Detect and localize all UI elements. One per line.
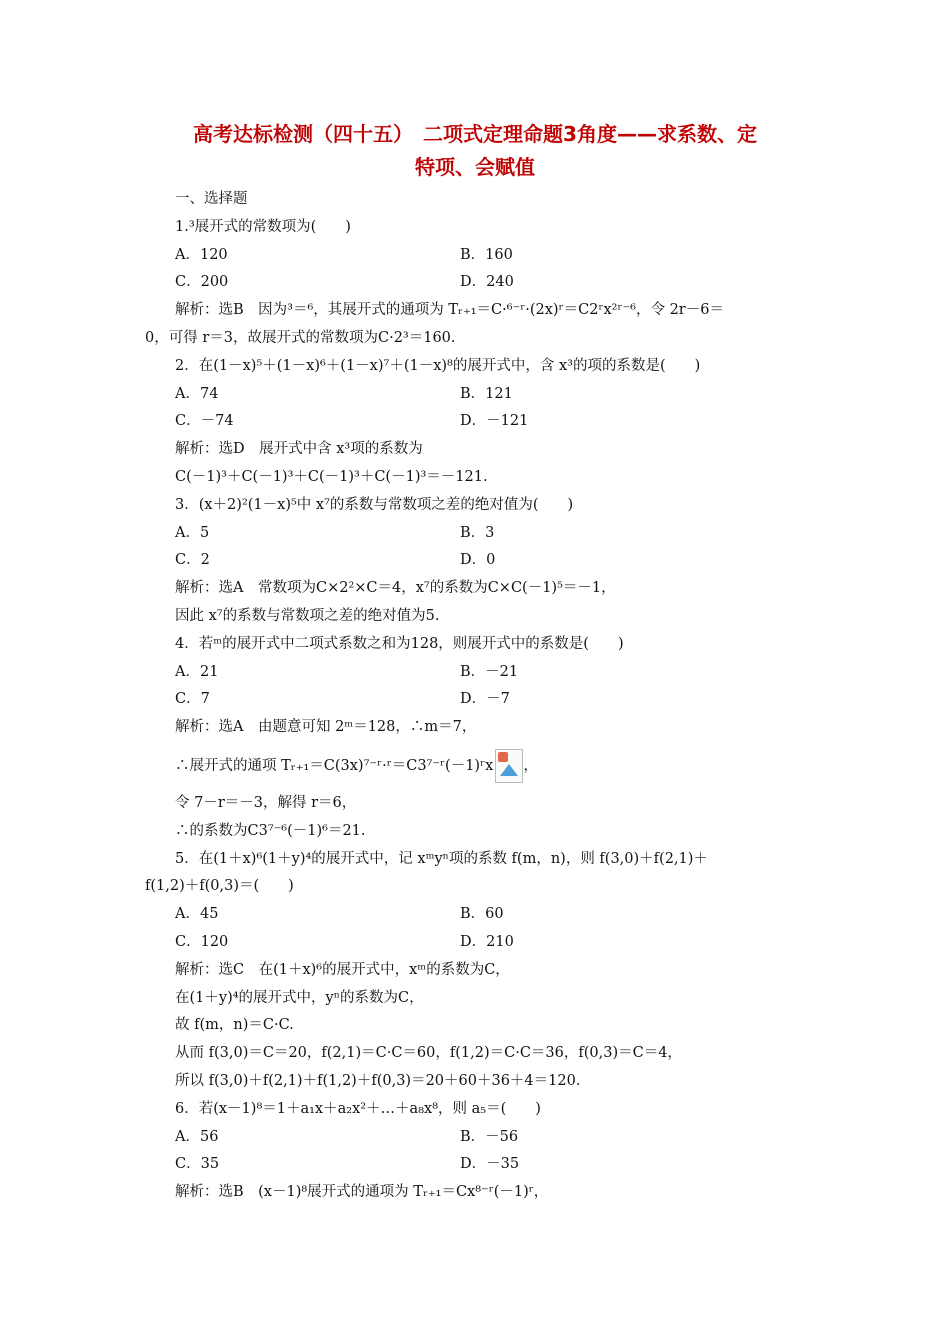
title-line-2: 特项、会赋值 <box>415 155 535 179</box>
answer-options-row <box>145 520 810 548</box>
text-line: 0，可得 r＝3，故展开式的常数项为C·2³＝160. <box>145 329 456 346</box>
option-left: A．74 <box>175 385 219 402</box>
option-left: C．35 <box>175 1156 220 1173</box>
option-left: C．7 <box>175 691 210 708</box>
answer-options-row <box>145 901 810 929</box>
option-right: D．－121 <box>460 413 529 430</box>
option-right: D．240 <box>460 274 514 291</box>
text-line: 1.³展开式的常数项为( ) <box>175 218 351 235</box>
text-line: 解析：选D 展开式中含 x³项的系数为 <box>175 441 423 458</box>
option-right: D．0 <box>460 552 496 569</box>
option-left: A．21 <box>175 663 219 680</box>
text-line: 令 7－r＝－3，解得 r＝6， <box>175 794 357 811</box>
text-line-with-image <box>145 742 810 790</box>
text-line: 在(1＋y)⁴的展开式中，yⁿ的系数为C， <box>175 989 424 1006</box>
text-line: 解析：选A 由题意可知 2ᵐ＝128，∴m＝7， <box>175 719 477 736</box>
text-line: 解析：选C 在(1＋x)⁶的展开式中，xᵐ的系数为C， <box>175 961 510 978</box>
broken-image-icon <box>495 749 523 783</box>
option-right: B．－56 <box>460 1128 519 1145</box>
title-line-1: 高考达标检测（四十五） 二项式定理命题3角度——求系数、定 <box>193 122 757 146</box>
option-left: A．5 <box>175 524 210 541</box>
option-left: C．120 <box>175 933 229 950</box>
answer-options-row <box>145 269 810 297</box>
text-line: 2．在(1－x)⁵＋(1－x)⁶＋(1－x)⁷＋(1－x)⁸的展开式中，含 x³的项的系数是( ) <box>175 357 701 374</box>
option-left: C．200 <box>175 274 229 291</box>
text-line: 因此 x⁷的系数与常数项之差的绝对值为5. <box>175 607 440 624</box>
answer-options-row <box>145 381 810 409</box>
option-right: B．60 <box>460 906 504 923</box>
text-line: 解析：选B 因为³＝⁶，其展开式的通项为 Tᵣ₊₁＝C·⁶⁻ʳ·(2x)ʳ＝C2ʳx²ʳ⁻⁶，令 2r－6＝ <box>175 302 724 319</box>
document-title <box>140 118 810 184</box>
option-right: B．121 <box>460 385 513 402</box>
option-left: A．56 <box>175 1128 219 1145</box>
option-right: D．－35 <box>460 1156 520 1173</box>
text-line: 从而 f(3,0)＝C＝20，f(2,1)＝C·C＝60，f(1,2)＝C·C＝36，f(0,3)＝C＝4， <box>175 1045 682 1062</box>
text-line: ∴展开式的通项 Tᵣ₊₁＝C(3x)⁷⁻ʳ·ʳ＝C3⁷⁻ʳ(－1)ʳx <box>175 757 494 774</box>
option-right: B．－21 <box>460 663 519 680</box>
answer-options-row <box>145 242 810 270</box>
answer-options-row <box>145 659 810 687</box>
option-right: B．160 <box>460 246 513 263</box>
text-line: C(－1)³＋C(－1)³＋C(－1)³＋C(－1)³＝－121. <box>175 468 488 485</box>
option-right: D．－7 <box>460 691 510 708</box>
trailing-punctuation: ， <box>523 757 538 774</box>
option-right: D．210 <box>460 933 514 950</box>
option-right: B．3 <box>460 524 495 541</box>
text-line: 5．在(1＋x)⁶(1＋y)⁴的展开式中，记 xᵐyⁿ项的系数 f(m，n)，则 f(3,0)＋f(2,1)＋ <box>175 850 708 867</box>
answer-options-row <box>145 1124 810 1152</box>
option-left: A．120 <box>175 246 228 263</box>
answer-options-row <box>145 547 810 575</box>
text-line: 解析：选B (x－1)⁸展开式的通项为 Tᵣ₊₁＝Cx⁸⁻ʳ(－1)ʳ， <box>175 1184 549 1201</box>
answer-options-row <box>145 686 810 714</box>
answer-options-row <box>145 408 810 436</box>
answer-options-row <box>145 929 810 957</box>
text-line: 解析：选A 常数项为C×2²×C＝4，x⁷的系数为C×C(－1)⁵＝－1， <box>175 580 616 597</box>
text-line: 故 f(m，n)＝C·C. <box>175 1017 294 1034</box>
text-line: 4．若ᵐ的展开式中二项式系数之和为128，则展开式中的系数是( ) <box>175 635 624 652</box>
text-line: 6．若(x－1)⁸＝1＋a₁x＋a₂x²＋…＋a₈x⁸，则 a₅＝( ) <box>175 1100 541 1117</box>
answer-options-row <box>145 1151 810 1179</box>
text-line: ∴的系数为C3⁷⁻⁶(－1)⁶＝21. <box>175 822 366 839</box>
option-left: A．45 <box>175 906 219 923</box>
text-line: f(1,2)＋f(0,3)＝( ) <box>145 878 294 895</box>
option-left: C．2 <box>175 552 210 569</box>
text-line: 3．(x＋2)²(1－x)⁵中 x⁷的系数与常数项之差的绝对值为( ) <box>175 496 574 513</box>
text-line: 一、选择题 <box>175 191 248 207</box>
text-line: 所以 f(3,0)＋f(2,1)＋f(1,2)＋f(0,3)＝20＋60＋36＋4＝120. <box>175 1072 581 1089</box>
option-left: C．－74 <box>175 413 234 430</box>
document-body <box>145 186 810 1207</box>
